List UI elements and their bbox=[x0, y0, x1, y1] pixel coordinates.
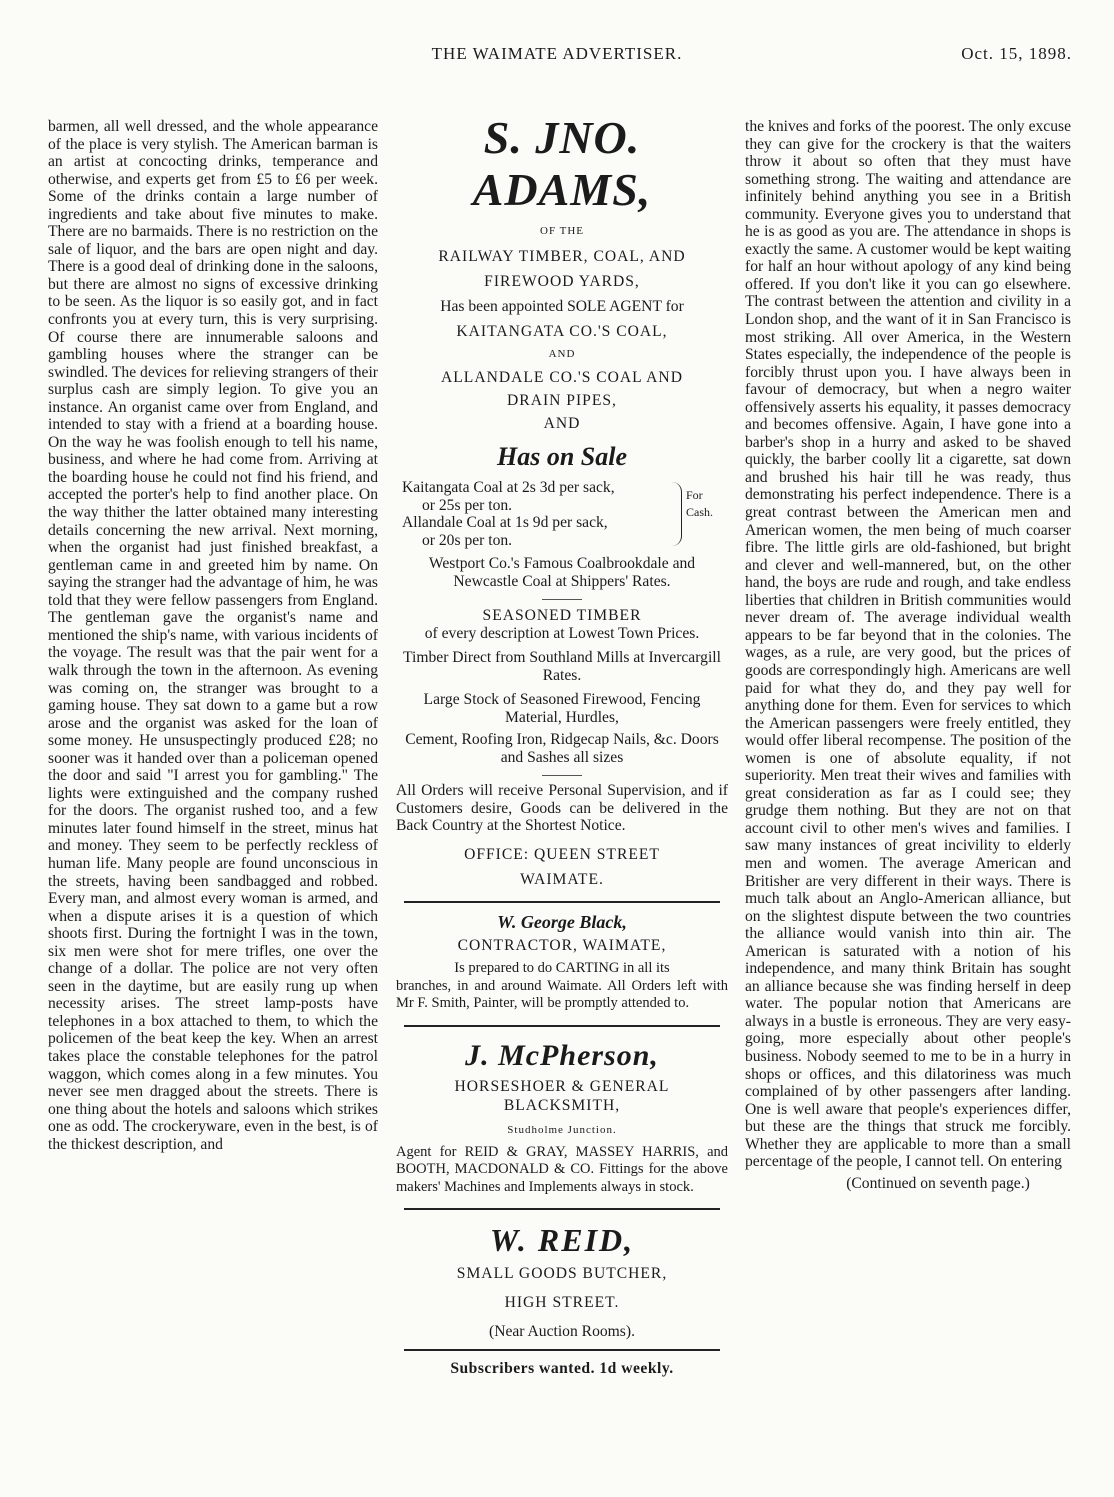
ad-adams-westport: Westport Co.'s Famous Coalbrookdale and Newcastle Coal at Shippers' Rates. bbox=[428, 555, 696, 590]
masthead bbox=[0, 44, 1114, 74]
ad-divider-rule bbox=[404, 1208, 720, 1210]
left-article-column bbox=[48, 118, 378, 1153]
short-rule bbox=[542, 775, 582, 776]
ad-black-body-2: branches, in and around Waimate. All Orders left with Mr F. Smith, Painter, will be promptly attended to. bbox=[396, 977, 728, 1011]
subscribers-wanted-note: Subscribers wanted. 1d weekly. bbox=[450, 1360, 674, 1377]
ad-adams-timber-direct: Timber Direct from Southland Mills at Invercargill Rates. bbox=[403, 649, 721, 684]
ad-mcpherson-location: Studholme Junction. bbox=[507, 1123, 617, 1136]
brace-divider bbox=[665, 482, 682, 546]
ad-adams-orders: All Orders will receive Personal Supervision, and if Customers desire, Goods can be delivered in the Back Country at the Shortest Notice. bbox=[396, 782, 728, 834]
ad-reid-near: (Near Auction Rooms). bbox=[489, 1323, 635, 1340]
ad-black-title: CONTRACTOR, WAIMATE, bbox=[457, 936, 667, 954]
newspaper-title: THE WAIMATE ADVERTISER. bbox=[431, 44, 683, 63]
ad-adams-has-on-sale: Has on Sale bbox=[496, 442, 628, 471]
ad-adams-large-stock: Large Stock of Seasoned Firewood, Fencing Material, Hurdles, bbox=[423, 691, 701, 726]
price-line: or 25s per ton. bbox=[422, 496, 513, 514]
ad-reid-name: W. REID, bbox=[489, 1222, 635, 1258]
ad-adams-appointed: Has been appointed SOLE AGENT for bbox=[440, 298, 684, 315]
ad-black-body-1: Is prepared to do CARTING in all its bbox=[454, 959, 670, 976]
ad-reid bbox=[396, 1220, 728, 1341]
ad-adams-name: S. JNO. ADAMS, bbox=[472, 112, 652, 215]
ad-adams-allandale-1: ALLANDALE CO.'S COAL AND bbox=[441, 369, 683, 386]
ad-divider-rule bbox=[404, 901, 720, 903]
ad-divider-rule bbox=[404, 1025, 720, 1027]
ad-reid-street: HIGH STREET. bbox=[504, 1294, 620, 1311]
ad-adams-allandale-2: DRAIN PIPES, bbox=[507, 392, 617, 409]
ad-divider-rule bbox=[404, 1349, 720, 1351]
article-paragraph: the knives and forks of the poorest. The only excuse they can give for the crockery is that the waiters throw it about so often that they must have something strong. The waiting and attendance are infinitely behind anything you see in a British community. Everyone gives you to understand that he is as good as you are. The attendance in shops is exactly the same. A customer would be kept waiting for half an hour without apology of any kind being offered. If you don't like it you can go elsewhere. The contrast between the attention and civility in a London shop, and the want of it in San Francisco is most striking. All over America, in the Western States especially, the independence of the people is forcibly thrust upon you. I have always been in favour of democracy, but when a negro waiter offensively asserts his equality, it passes democracy and becomes offensive. Again, I have gone into a barber's shop in a hurry and asked to be shaved quickly, the barber coolly lit a cigarette, sat down and brushed his hair till he was ready, thus demonstrating his perfect independence. There is a great contrast between the American men and American women, the men being of much coarser fibre. The little girls are old-fashioned, but bright and clever and well-mannered, but, on the other hand, the boys are rude and rough, and take endless liberties that children in British communities would never dream of. The average individual wealth appears to be far beyond that in the colonies. The wages, as a rule, are very good, but the prices of goods are correspondingly high. Americans are well paid for what they do, and they pay well for anything done for them. Even for services to which the American passengers were freely entitled, they would offer liberal recompense. The position of the women is one of absolute equality, if not superiority. Men treat their wives and families with great consideration as far as I could see; they grudge them nothing. But they are not on that account civil to other men's wives and families. I saw many instances of great incivility to elderly men and women. The average American and Britisher are very different in their ways. There is much talk about an Anglo-American alliance, but on the slightest dispute between the two countries the alliance would vanish into thin air. The American is saturated with a notion of his independence, and many think Britain has sought an alliance because she was finding herself in deep water. The popular notion that Americans are always in a bustle is erroneous. They are very easy-going, more especially about other people's business. Nobody seemed to me to be in a hurry in shops or offices, and this dilatoriness was much complained of by other passengers after landing. One is well aware that people's experiences differ, but these are the things that struck me forcibly. Whether they are applicable to more than a small percentage of the people, I cannot tell. On entering bbox=[745, 118, 1071, 1171]
ad-mcpherson-body: Agent for REID & GRAY, MASSEY HARRIS, and BOOTH, MACDONALD & CO. Fittings for the above makers' Machines and Implements always in stock. bbox=[396, 1143, 728, 1195]
continued-note: (Continued on seventh page.) bbox=[846, 1174, 1030, 1192]
ad-mcpherson-name: J. McPherson, bbox=[465, 1038, 659, 1072]
ad-adams-office-1: OFFICE: QUEEN STREET bbox=[464, 845, 660, 863]
ad-adams-seasoned: SEASONED TIMBER bbox=[482, 607, 642, 624]
ad-adams-yards-2: FIREWOOD YARDS, bbox=[484, 273, 640, 290]
ad-black-name: W. George Black, bbox=[497, 911, 627, 932]
ad-adams-kaitangata: KAITANGATA CO.'S COAL, bbox=[456, 323, 668, 340]
ad-adams-price-list bbox=[402, 479, 728, 549]
ad-reid-trade: SMALL GOODS BUTCHER, bbox=[456, 1265, 668, 1282]
advertisement-column bbox=[396, 112, 728, 1378]
ad-adams-of-the: OF THE bbox=[540, 225, 584, 237]
right-article-column bbox=[745, 118, 1071, 1192]
ad-adams-yards-1: RAILWAY TIMBER, COAL, AND bbox=[438, 248, 686, 265]
ad-mcpherson bbox=[396, 1037, 728, 1197]
ad-adams bbox=[396, 112, 728, 889]
for-cash-label bbox=[686, 479, 728, 549]
ad-mcpherson-trade: HORSESHOER & GENERAL BLACKSMITH, bbox=[454, 1077, 670, 1114]
short-rule bbox=[542, 599, 582, 600]
ad-adams-cement: Cement, Roofing Iron, Ridgecap Nails, &c. Doors and Sashes all sizes bbox=[405, 731, 719, 766]
ad-adams-and: AND bbox=[543, 415, 581, 432]
price-line: Allandale Coal at 1s 9d per sack, bbox=[402, 514, 608, 531]
article-paragraph: barmen, all well dressed, and the whole appearance of the place is very stylish. The American barman is an artist at concocting drinks, temperance and otherwise, and experts get from £5 to £6 per week. Some of the drinks contain a large number of ingredients and take about five minutes to make. There are no barmaids. There is no restriction on the sale of liquor, and the bars are open night and day. There is a good deal of drinking done in the saloons, but there are almost no signs of excessive drinking to be seen. As the liquor is so easily got, and in fact confronts you at every turn, this is very surprising. Of course there are innumerable saloons and gambling houses where the stranger can be swindled. The devices for relieving strangers of their surplus cash are simply legion. To give you an instance. An organist came over from England, and intended to stay with a friend at a boarding house. On the way he was foolish enough to tell his name, business, and where he had come from. Arriving at the boarding house he could not find his friend, and accepted the porter's help to find another place. On the way thither the latter obtained many interesting details concerning the new arrival. Next morning, when the organist had just finished breakfast, a gentleman came in and greeted him by name. On saying the stranger had the advantage of him, he was told that they were fellow passengers from England. The gentleman gave the organist's name and mentioned the ship's name, with various incidents of the voyage. The result was that the pair went for a walk through the town in the afternoon. As evening was coming on, the stranger was brought to a gaming house. They sat down to a game but a row arose and the organist was asked for the loan of some money. He unsuspectingly produced £28; no sooner was it handed over than a policeman opened the door and said "I arrest you for gambling." The lights were extinguished and the company rushed for the doors. The organist rushed too, and a few minutes later found himself in the street, minus hat and money. They seem to be perfectly reckless of human life. Many people are found unconscious in the streets, having been sandbagged and robbed. Every man, and almost every woman is armed, and when a dispute arises it is a question of which shoots first. During the fortnight I was in the town, six men were shot for mere trifles, one over the change of a dollar. The police are not very often seen in the daytime, but are easily rung up when necessity arises. The street lamp-posts have telephones in a box attached to them, to which the policemen of the beat keep the key. When an arrest takes place the constable telephones for the patrol waggon, which comes along in a few minutes. You never see men dragged about the streets. There is one thing about the hotels and saloons which strikes one as odd. The crockeryware, even in the best, is of the thickest description, and bbox=[48, 118, 378, 1153]
price-line: or 20s per ton. bbox=[422, 531, 513, 549]
ad-black bbox=[396, 913, 728, 1013]
for-cash-1: For bbox=[686, 488, 703, 502]
ad-adams-office-2: WAIMATE. bbox=[520, 870, 604, 888]
ad-adams-and-small: AND bbox=[548, 348, 576, 360]
issue-date: Oct. 15, 1898. bbox=[961, 44, 1072, 63]
price-line: Kaitangata Coal at 2s 3d per sack, bbox=[402, 479, 615, 496]
for-cash-2: Cash. bbox=[686, 505, 713, 519]
ad-adams-every-desc: of every description at Lowest Town Prices. bbox=[424, 625, 700, 642]
